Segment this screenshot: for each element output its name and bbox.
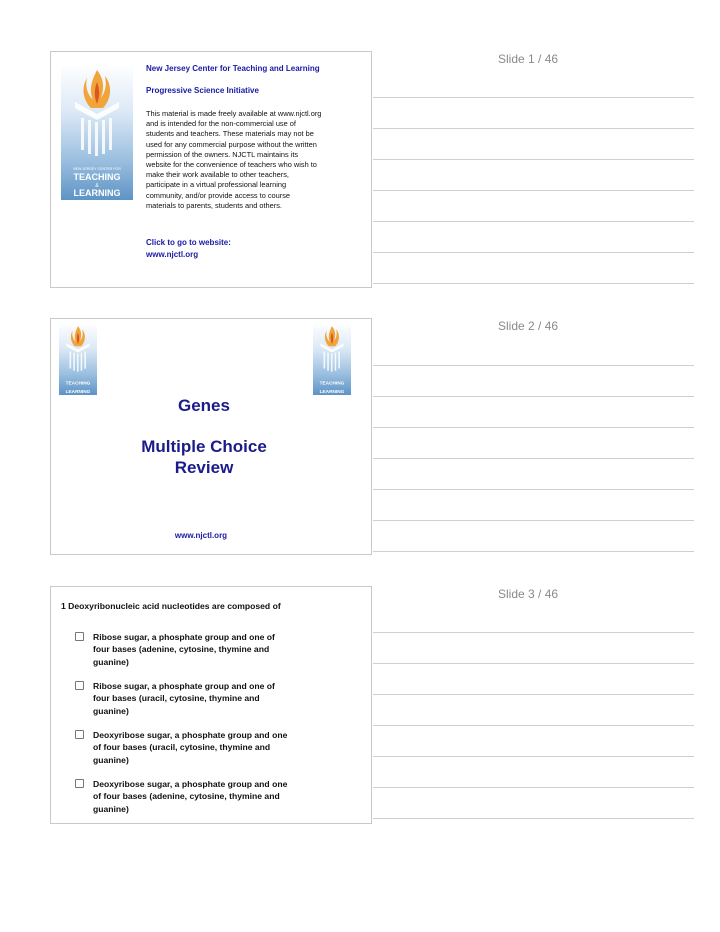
question-text: 1 Deoxyribonucleic acid nucleotides are composed of <box>61 601 281 611</box>
notes-line <box>373 283 694 284</box>
disclaimer-line: materials to parents, students and others. <box>146 200 282 210</box>
njctl-logo-left <box>59 323 97 395</box>
torch-logo-icon <box>61 64 133 200</box>
answer-line: guanine) <box>93 705 129 716</box>
torch-logo-icon <box>313 323 351 395</box>
slide-2[interactable] <box>50 318 372 555</box>
disclaimer-line: used for any commercial purpose without the written <box>146 139 317 149</box>
notes-line <box>373 663 694 664</box>
checkbox-icon[interactable] <box>75 730 84 739</box>
logo-line-2: TEACHING <box>319 381 345 387</box>
notes-line <box>373 551 694 552</box>
slide-number-label: Slide 3 / 46 <box>498 587 559 601</box>
disclaimer-line: make their work available to other teachers, <box>146 170 289 180</box>
answer-line: of four bases (adenine, cytosine, thymine and <box>93 791 280 802</box>
notes-line <box>373 489 694 490</box>
notes-line <box>373 190 694 191</box>
answer-line: Deoxyribose sugar, a phosphate group and one <box>93 730 288 740</box>
slide-number-label: Slide 1 / 46 <box>498 52 559 66</box>
logo-line-4: LEARNING <box>73 188 121 198</box>
njctl-logo <box>61 64 133 200</box>
answer-option-text <box>93 729 325 766</box>
logo-line-4: LEARNING <box>65 389 91 395</box>
disclaimer-line: permission of the owners. NJCTL maintains its <box>146 149 299 159</box>
answer-line: of four bases (uracil, cytosine, thymine and <box>93 742 271 753</box>
answer-line: four bases (uracil, cytosine, thymine and <box>93 693 260 704</box>
answer-line: four bases (adenine, cytosine, thymine and <box>93 644 270 655</box>
torch-logo-icon <box>59 323 97 395</box>
notes-line <box>373 818 694 819</box>
answer-line: Deoxyribose sugar, a phosphate group and one <box>93 779 288 789</box>
disclaimer-line: This material is made freely available at www.njctl.org <box>146 109 322 118</box>
notes-line <box>373 520 694 521</box>
notes-line <box>373 787 694 788</box>
disclaimer-line: students and teachers. These materials may not be <box>146 129 314 139</box>
notes-line <box>373 252 694 253</box>
notes-line <box>373 458 694 459</box>
notes-line <box>373 396 694 397</box>
answer-line: guanine) <box>93 803 129 814</box>
answer-option-text <box>93 631 325 668</box>
answer-line: Ribose sugar, a phosphate group and one of <box>93 681 275 691</box>
checkbox-icon[interactable] <box>75 779 84 788</box>
njctl-logo-right <box>313 323 351 395</box>
answer-option-text <box>93 680 325 717</box>
slide-title: Genes <box>178 396 230 415</box>
website-link-label[interactable]: Click to go to website: <box>146 238 231 247</box>
notes-line <box>373 128 694 129</box>
logo-line-2: TEACHING <box>65 381 91 387</box>
checkbox-icon[interactable] <box>75 681 84 690</box>
slide-number-label: Slide 2 / 46 <box>498 319 559 333</box>
logo-line-4: LEARNING <box>319 389 345 395</box>
disclaimer-line: community, and/or provide access to course <box>146 190 291 200</box>
notes-line <box>373 694 694 695</box>
answer-line: guanine) <box>93 754 129 765</box>
notes-line <box>373 632 694 633</box>
answer-option-text <box>93 778 325 815</box>
logo-line-1: NEW JERSEY CENTER FOR <box>73 167 121 171</box>
answer-line: Ribose sugar, a phosphate group and one of <box>93 632 275 642</box>
org-title: New Jersey Center for Teaching and Learning <box>146 64 320 73</box>
notes-line <box>373 756 694 757</box>
website-link[interactable]: www.njctl.org <box>174 531 228 540</box>
notes-line <box>373 365 694 366</box>
disclaimer-line: participate in a virtual professional learning <box>146 180 287 190</box>
disclaimer-line: website for the convenience of teachers who wish to <box>146 160 317 170</box>
checkbox-icon[interactable] <box>75 632 84 641</box>
website-link[interactable]: www.njctl.org <box>146 250 199 259</box>
answer-line: guanine) <box>93 656 129 667</box>
initiative-title: Progressive Science Initiative <box>146 86 259 95</box>
logo-line-2: TEACHING <box>73 172 121 182</box>
slide-3[interactable] <box>50 586 372 824</box>
slide-subtitle-line: Multiple Choice <box>141 437 267 456</box>
disclaimer-text <box>146 109 352 211</box>
slide-subtitle-line: Review <box>174 458 234 477</box>
notes-line <box>373 159 694 160</box>
notes-line <box>373 97 694 98</box>
notes-line <box>373 725 694 726</box>
notes-line <box>373 221 694 222</box>
disclaimer-line: and is intended for the non-commercial use of <box>146 119 296 129</box>
slide-1[interactable] <box>50 51 372 288</box>
logo-line-3: & <box>95 183 99 189</box>
notes-line <box>373 427 694 428</box>
